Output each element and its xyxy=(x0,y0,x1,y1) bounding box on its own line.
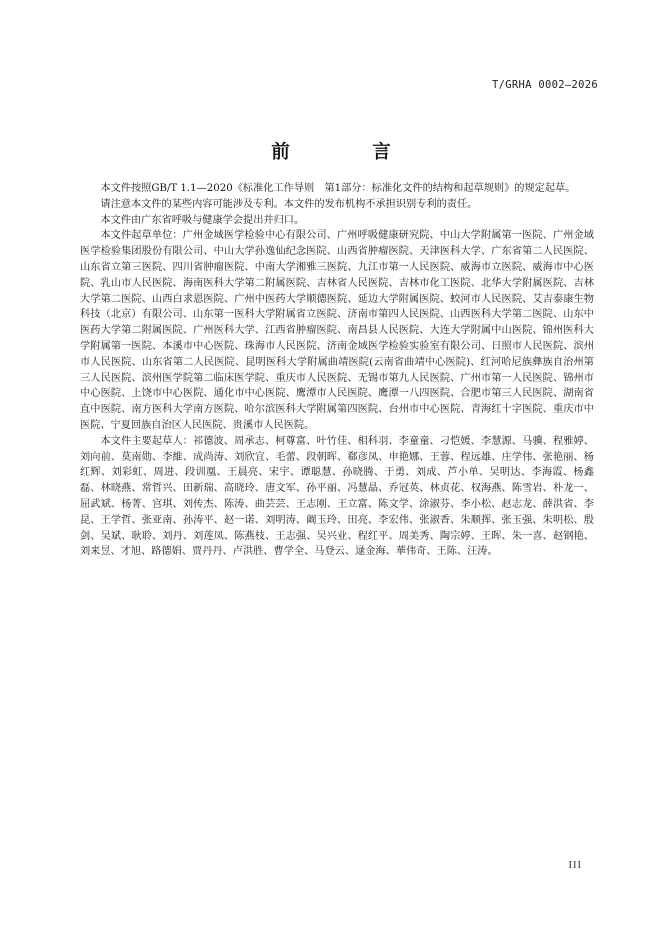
page-number: III xyxy=(568,860,582,871)
page-title: 前 言 xyxy=(271,142,423,163)
paragraph-drafting-units: 本文件起草单位：广州金域医学检验中心有限公司、广州呼吸健康研究院、中山大学附属第一医院、广州金域医学检验集团股份有限公司、中山大学孙逸仙纪念医院、山西省肿瘤医院、天津医科大学、广东省第二人民医院、山东省立第三医院、四川省肿瘤医院、中南大学湘雅三医院、九江市第一人民医院、威海市立医院、威海市中心医院、乳山市人民医院、海南医科大学第二附属医院、吉林省人民医院、吉林市化工医院、北华大学附属医院、吉林大学第二医院、山西白求恩医院、广州中医药大学顺德医院、延边大学附属医院、蛟河市人民医院、艾吉泰康生物科技（北京）有限公司、山东第一医科大学附属省立医院、济南市第四人民医院、山西医科大学第二医院、山东中医药大学第二附属医院、广州医科大学、江西省肿瘤医院、南昌县人民医院、大连大学附属中山医院、锦州医科大学附属第一医院、本溪市中心医院、珠海市人民医院、济南金域医学检验实验室有限公司、日照市人民医院、滨州市人民医院、山东省第二人民医院、昆明医科大学附属曲靖医院(云南省曲靖中心医院)、红河哈尼族彝族自治州第三人民医院、滨州医学院第二临床医学院、重庆市人民医院、无锡市第九人民医院、广州市第一人民医院、锦州市中心医院、上饶市中心医院、通化市中心医院、鹰潭市人民医院、鹰潭一八四医院、合肥市第三人民医院、湖南省直中医院、南方医科大学南方医院、哈尔滨医科大学附属第四医院、台州市中心医院、青海红十字医院、重庆市中医院、宁夏回族自治区人民医院、贵溪市人民医院。 xyxy=(80,230,594,431)
paragraph-proposer: 本文件由广东省呼吸与健康学会提出并归口。 xyxy=(100,214,305,226)
paragraph-patent-notice: 请注意本文件的某些内容可能涉及专利。本文件的发布机构不承担识别专利的责任。 xyxy=(100,198,478,210)
paragraph-drafting-rules: 本文件按照GB/T 1.1—2020《标准化工作导则 第1部分：标准化文件的结构和起草规则》的规定起草。 xyxy=(100,183,576,194)
paragraph-drafters: 本文件主要起草人：祁德波、周承志、柯尊富、叶竹佳、相科羽、李童童、刁恺媛、李慧源、马骥、程雅婷、刘向前、莫南勋、李維、成尚涛、刘欣宜、毛蕾、段朝晖、郗彦凤、申艳娜、王蓉、程远雄、庄学伟、张艳丽、杨红辉、刘彩虹、周进、段训凰、王晨亮、宋宇、谭聪慧、孙晓腾、于勇、刘成、芦小单、吴明达、李海霞、杨鑫磊、林晓燕、常哲兴、田新瑞、高晓玲、唐文军、孙平丽、冯慧晶、乔冠英、林贞花、权海燕、陈雪岩、朴龙一、屈武斌、杨菁、宫琪、刘传杰、陈涛、曲芸芸、王志刚、王立富、陈文学、涂淑芬、李小松、赵志龙、薛洪省、李昆、王学哲、张亚南、孙涛平、赵一诺、刘明涛、阚玉玲、田亮、李宏伟、张淑香、朱顺挥、张玉强、朱明松、殷剑、吴斌、耿聆、刘丹、刘莲凤、陈燕枝、王志强、吴兴业、程红平、周美秀、陶宗婷、王晖、朱一喜、赵钢艳、刘来昱、才旭、路德娟、贾丹丹、卢洪胜、曹学全、马登云、逯金海、華伟奇、王陈、汪涛。 xyxy=(80,435,594,558)
document-body xyxy=(80,181,594,560)
document-code: T/GRHA 0002—2026 xyxy=(492,79,598,91)
